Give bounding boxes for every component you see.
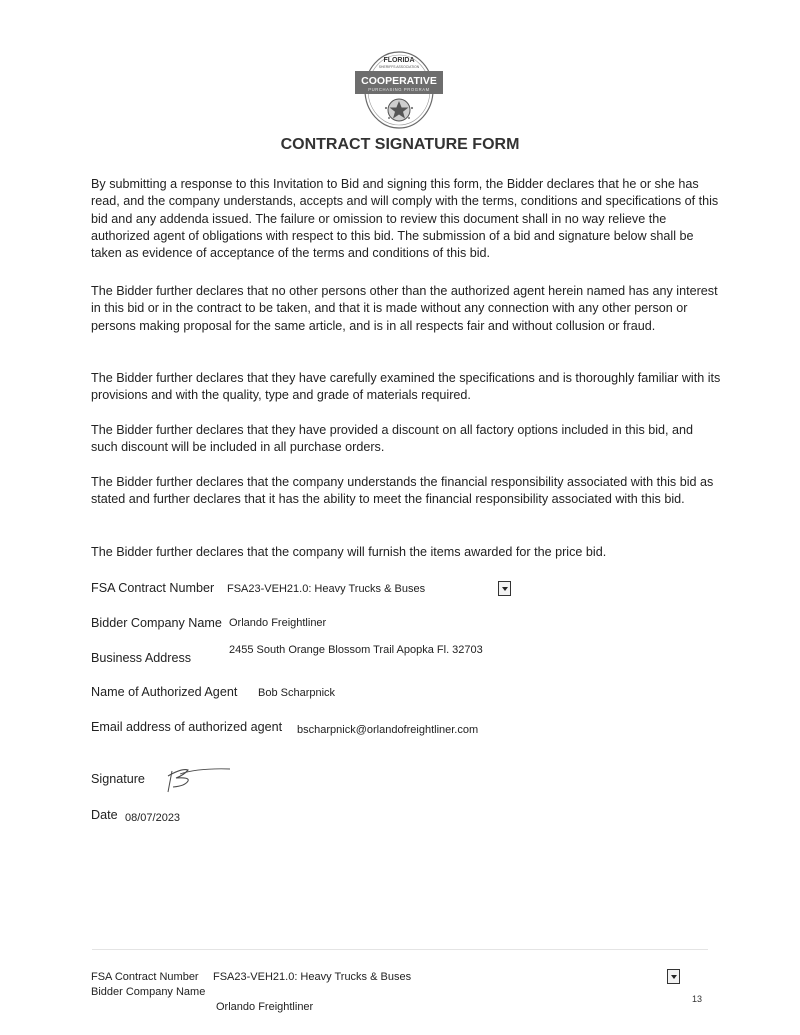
page-title: CONTRACT SIGNATURE FORM — [280, 136, 520, 153]
paragraph-terms: By submitting a response to this Invitation to Bid and signing this form, the Bidder declares that he or she has read, and the company understands, accepts and will comply with the terms, conditions and specifications of this bid and any addenda issued. The failure or omission to review this document shall in no way relieve the authorized agent of obligations with respect to this bid. The submission of a bid and signature below shall be taken as evidence of acceptance of the terms and conditions of this bid. — [91, 177, 719, 261]
date-label: Date — [91, 808, 118, 822]
paragraph-examined-specs: The Bidder further declares that they have carefully examined the specifications and is thoroughly familiar with its provisions and with the quality, type and grade of materials required. — [91, 371, 721, 403]
agent-name-value[interactable]: Bob Scharpnick — [258, 687, 336, 699]
agent-email-value[interactable]: bscharpnick@orlandofreightliner.com — [297, 724, 479, 736]
footer-contract-value[interactable]: FSA23-VEH21.0: Heavy Trucks & Buses — [213, 971, 412, 983]
logo-subtop-text: SHERIFFS ASSOCIATION — [378, 65, 420, 69]
contract-number-value[interactable]: FSA23-VEH21.0: Heavy Trucks & Buses — [227, 583, 426, 595]
footer-divider — [92, 949, 708, 950]
footer-company-value[interactable]: Orlando Freightliner — [216, 1001, 314, 1013]
signature-mark[interactable] — [158, 762, 234, 796]
footer-contract-dropdown-icon[interactable] — [667, 969, 680, 984]
contract-number-label: FSA Contract Number — [91, 581, 215, 595]
page-number: 13 — [692, 994, 703, 1004]
business-address-label: Business Address — [91, 651, 192, 665]
agent-email-label: Email address of authorized agent — [91, 720, 283, 734]
fsa-cooperative-logo — [350, 44, 448, 130]
footer-contract-label: FSA Contract Number — [91, 971, 199, 983]
signature-label: Signature — [91, 772, 145, 786]
company-name-value[interactable]: Orlando Freightliner — [229, 617, 327, 629]
company-name-label: Bidder Company Name — [91, 616, 222, 630]
paragraph-furnish-items: The Bidder further declares that the company will furnish the items awarded for the price bid. — [91, 545, 607, 559]
paragraph-financial: The Bidder further declares that the company understands the financial responsibility associated with this bid as stated and further declares that it has the ability to meet the financial responsibility associated with this bid. — [91, 475, 714, 507]
logo-bottom-text: PURCHASING PROGRAM — [368, 87, 430, 92]
contract-number-dropdown-icon[interactable] — [498, 581, 511, 596]
logo-middle-text: COOPERATIVE — [361, 75, 437, 87]
agent-name-label: Name of Authorized Agent — [91, 685, 238, 699]
footer-company-label: Bidder Company Name — [91, 986, 206, 998]
business-address-value[interactable]: 2455 South Orange Blossom Trail Apopka Fl. 32703 — [229, 644, 483, 656]
date-value[interactable]: 08/07/2023 — [125, 812, 181, 824]
logo-top-text: FLORIDA — [383, 57, 415, 64]
paragraph-no-other-interest: The Bidder further declares that no other persons other than the authorized agent herein named has any interest in this bid or in the contract to be taken, and that it is made without any connection with any other person or persons making proposal for the same article, and is in all respects fair and without collusion or fraud. — [91, 284, 718, 333]
paragraph-discount: The Bidder further declares that they have provided a discount on all factory options included in this bid, and such discount will be included in all purchase orders. — [91, 423, 694, 455]
